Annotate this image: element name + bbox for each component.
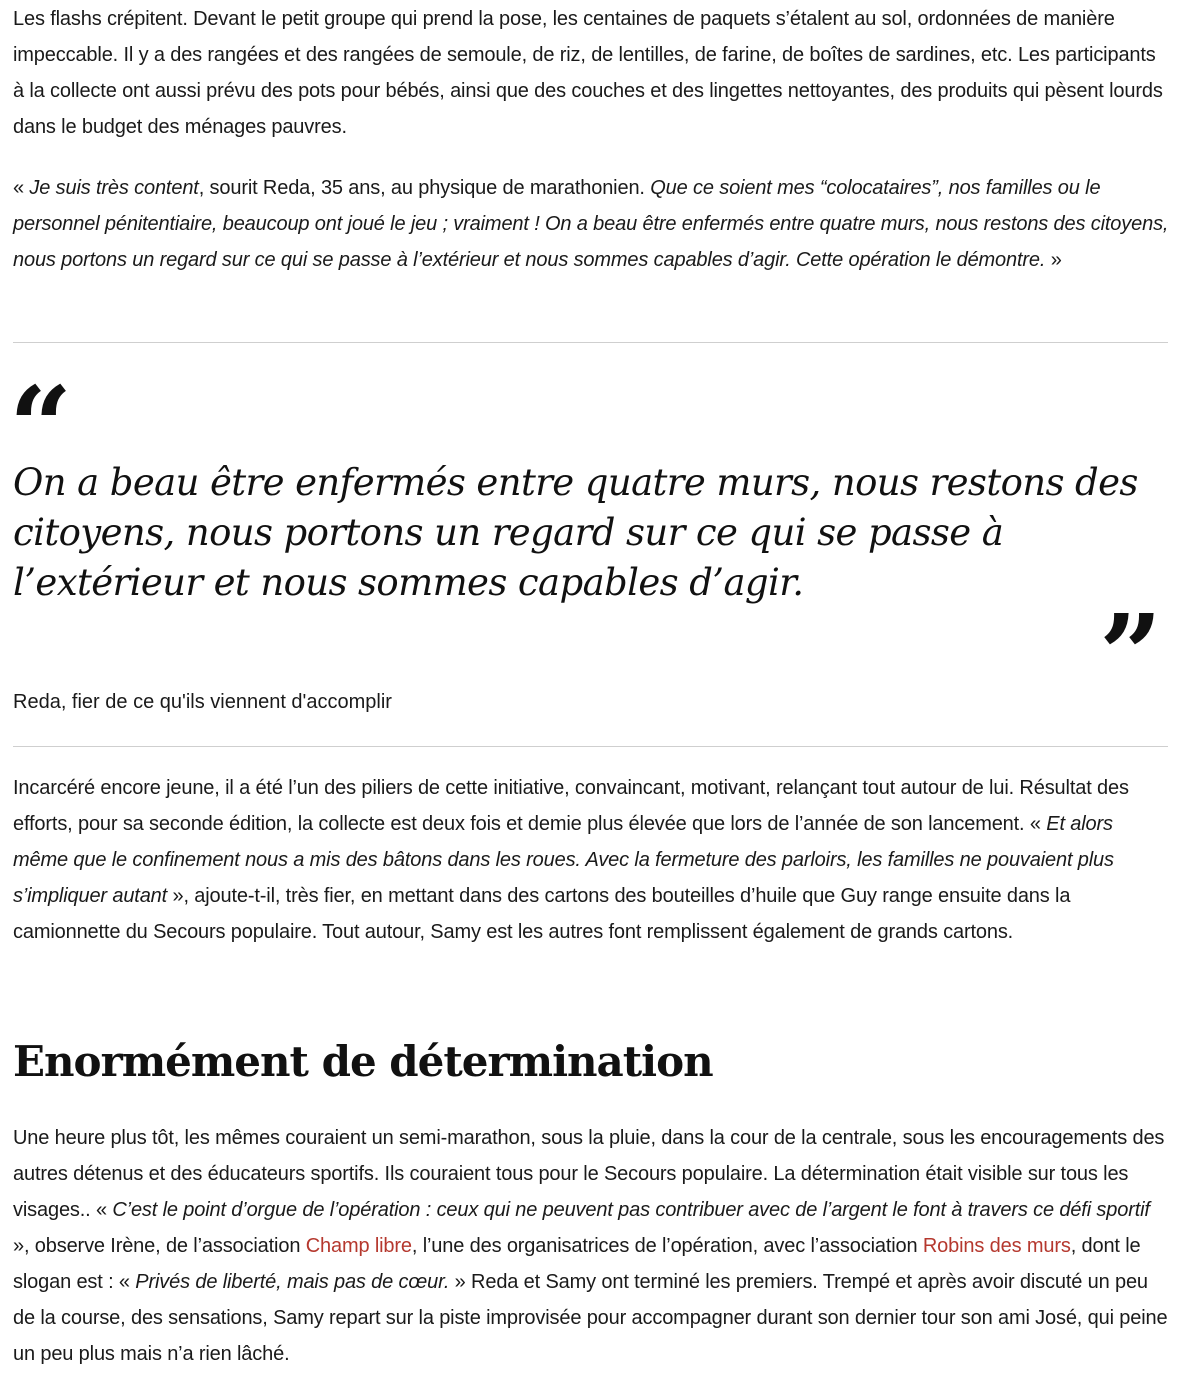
paragraph-text: », observe Irène, de l’association (13, 1235, 306, 1257)
paragraph-reda-quote (13, 170, 1171, 278)
close-quote-icon: ” (1099, 590, 1163, 719)
quote-open-guillemet: « (13, 177, 30, 199)
italic-quote: Et alors même que le confinement nous a mis des bâtons dans les roues. Avec la fermeture des parloirs, les familles ne pouvaient plus s’impliquer autant (13, 813, 1114, 907)
quote-close-guillemet: » (1045, 249, 1062, 271)
link-champ-libre[interactable]: Champ libre (305, 1235, 412, 1257)
paragraph-text: Les flashs crépitent. Devant le petit groupe qui prend la pose, les centaines de paquets s’étalent au sol, ordonnées de manière impeccable. Il y a des rangées et des rangées de semoule, de riz, de lentilles, de farine, de boîtes de sardines, etc. Les participants à la collecte ont aussi prévu des pots pour bébés, ainsi que des couches et des lingettes nettoyantes, des produits qui pèsent lourds dans le budget des ménages pauvres. (13, 8, 1163, 138)
paragraph-text: , dont le slogan est : « (13, 1235, 1141, 1293)
paragraph-text: Une heure plus tôt, les mêmes couraient un semi-marathon, sous la pluie, dans la cour de la centrale, sous les encouragements des autres détenus et des éducateurs sportifs. Ils couraient tous pour le Secours populaire. La détermination était visible sur tous les visages.. « (13, 1127, 1165, 1221)
paragraph-text: Incarcéré encore jeune, il a été l’un des piliers de cette initiative, convaincant, motivant, relançant tout autour de lui. Résultat des efforts, pour sa seconde édition, la collecte est deux fois et demie plus élevée que lors de l’année de son lancement. « (13, 777, 1129, 835)
link-robins-des-murs[interactable]: Robins des murs (922, 1235, 1071, 1257)
section-heading: Enormément de détermination (13, 1037, 713, 1086)
paragraph-text: » Reda et Samy ont terminé les premiers. Trempé et après avoir discuté un peu de la course, des sensations, Samy repart sur la piste improvisée pour accompagner durant son dernier tour son ami José, qui peine un peu plus mais n’a rien lâché. (13, 1271, 1168, 1365)
pullquote-top-divider (13, 342, 1168, 343)
italic-quote: C’est le point d’orgue de l’opération : ceux qui ne peuvent pas contribuer avec de l’argent le font à travers ce défi sportif (112, 1199, 1150, 1221)
italic-quote: Que ce soient mes “colocataires”, nos familles ou le personnel pénitentiaire, beaucoup ont joué le jeu ; vraiment ! On a beau être enfermés entre quatre murs, nous restons des citoyens, nous portons un regard sur ce qui se passe à l’extérieur et nous sommes capables d’agir. Cette opération le démontre. (13, 177, 1169, 271)
pullquote-caption: Reda, fier de ce qu'ils viennent d'accomplir (13, 691, 392, 713)
paragraph-text: », ajoute-t-il, très fier, en mettant dans des cartons des bouteilles d’huile que Guy range ensuite dans la camionnette du Secours populaire. Tout autour, Samy est les autres font remplissent également de grands cartons. (13, 885, 1071, 943)
paragraph-text: , l’une des organisatrices de l’opération, avec l’association (411, 1235, 923, 1257)
paragraph-semi-marathon (13, 1120, 1171, 1372)
italic-quote: Privés de liberté, mais pas de cœur. (135, 1271, 450, 1293)
pullquote-bottom-divider (13, 746, 1168, 747)
paragraph-collecte (13, 1, 1171, 145)
open-quote-icon: “ (9, 362, 73, 491)
pullquote-text: On a beau être enfermés entre quatre murs, nous restons des citoyens, nous portons un regard sur ce qui se passe à l’extérieur et nous sommes capables d’agir. (13, 461, 1138, 604)
paragraph-text: , sourit Reda, 35 ans, au physique de marathonien. (198, 177, 651, 199)
italic-quote: Je suis très content (29, 177, 199, 199)
paragraph-initiative (13, 770, 1171, 950)
